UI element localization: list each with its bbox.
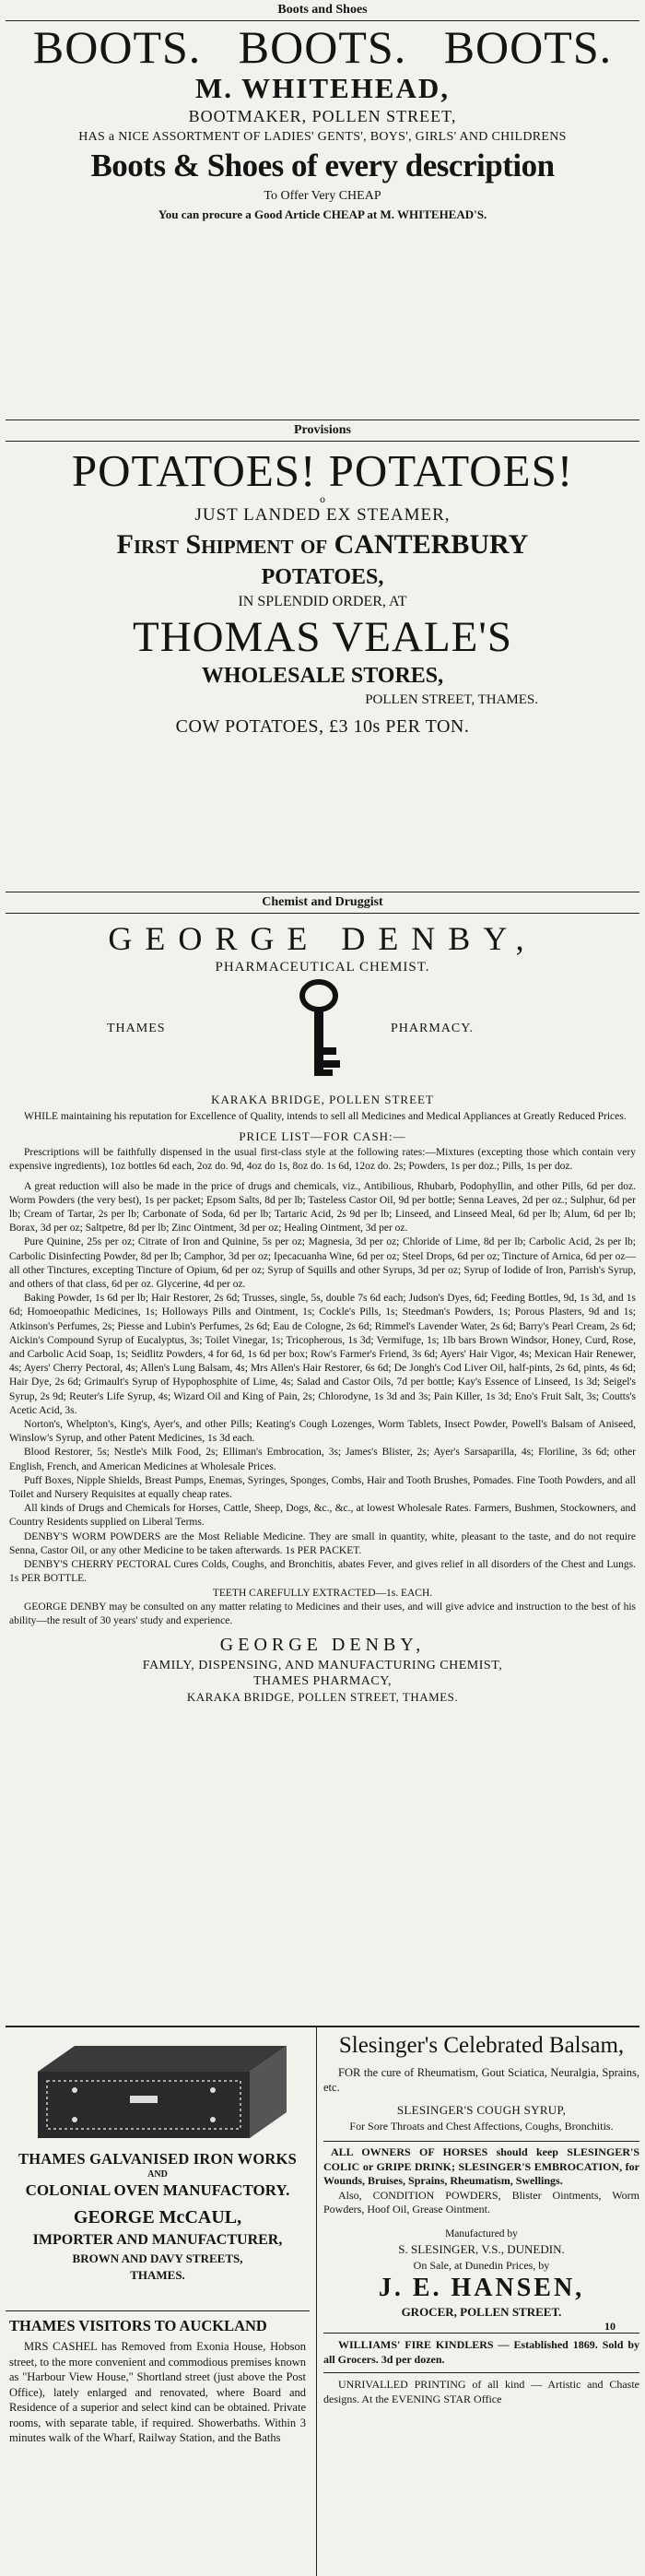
- iron-title: THAMES GALVANISED IRON WORKS: [18, 2150, 297, 2168]
- potatoes-cow: COW POTATOES, £3 10s PER TON.: [175, 716, 470, 737]
- key-icon: [291, 979, 346, 1081]
- price-para: DENBY'S WORM POWDERS are the Most Reliable Medicine. They are small in quantity, white, pleasant to the taste, and do not require Senna, Castor Oil, or any other Medicine to be taken afterwards. 1s PER PACKET.: [9, 1530, 636, 1556]
- chemist-teeth: TEETH CAREFULLY EXTRACTED—1s. EACH.: [212, 1587, 433, 1599]
- price-para: Norton's, Whelpton's, King's, Ayer's, and other Pills; Keating's Cough Lozenges, Worm Tablets, Insect Powder, Powell's Balsam of Aniseed, Winslow's Syrup, and other Patent Medicines, 1s 3d each.: [9, 1419, 636, 1445]
- potatoes-stores: WHOLESALE STORES,: [201, 664, 444, 688]
- price-para: A great reduction will also be made in the price of drugs and chemicals, viz., Antibilious, Rhubarb, Podophyllin, and other Pills, 6d per doz. Worm Powders (the very best), 1s per packet; Epsom Salts, 8d per lb; Tasteless Castor Oil, 9d per bottle; Senna Leaves, 2d per oz.; Sulphur, 6d per lb; Cream of Tartar, 2s per lb; Carbonate of Soda, 6d per lb; Tartaric Acid, 2s 9d per lb; Linseed, and Linseed Meal, 6d per lb; Alum, 6d per lb; Borax, 3d per oz; Saltpetre, 8d per lb; Zinc Ointment, 3d per oz; Healing Ointment, 3d per oz.: [9, 1180, 636, 1235]
- slesinger-horses: ALL OWNERS OF HORSES should keep SLESINGER'S COLIC or GRIPE DRINK; SLESINGER'S EMBROCATION, for Wounds, Bruises, Sprains, Rheumatism, Swellings.: [323, 2145, 639, 2187]
- printing-rule: [323, 2372, 639, 2373]
- left-col-rule: [6, 2310, 310, 2311]
- chemist-price-head: PRICE LIST—FOR CASH:—: [239, 1129, 406, 1144]
- section-header-provisions: Provisions: [6, 419, 639, 442]
- slesinger-syrup-for: For Sore Throats and Chest Affections, Coughs, Bronchitis.: [349, 2120, 614, 2133]
- section-header-chemist: Chemist and Druggist: [6, 892, 639, 914]
- iron-colonial: COLONIAL OVEN MANUFACTORY.: [25, 2181, 290, 2199]
- slesinger-rule: [323, 2141, 639, 2142]
- slesinger-advert: [323, 2031, 639, 2406]
- chemist-title: PHARMACEUTICAL CHEMIST.: [215, 960, 430, 975]
- slesinger-hansen: J. E. HANSEN,: [378, 2273, 585, 2302]
- chemist-sig-name: GEORGE DENBY,: [219, 1634, 426, 1655]
- chemist-pharmacy-label: PHARMACY.: [391, 1022, 475, 1035]
- newspaper-page: [6, 0, 639, 2576]
- visitors-title: THAMES VISITORS TO AUCKLAND: [9, 2317, 267, 2334]
- boots-intro: HAS a NICE ASSORTMENT OF LADIES' GENTS', BOYS', GIRLS' AND CHILDRENS: [78, 130, 567, 144]
- iron-works-advert: [6, 2033, 310, 2284]
- chemist-consult: GEORGE DENBY may be consulted on any matter relating to Medicines and their uses, and will give advice and instruction to the best of his ability—the result of 30 years' study and experience.: [9, 1601, 636, 1626]
- slesinger-grocer: GROCER, POLLEN STREET.: [401, 2304, 562, 2319]
- chemist-thames-label: THAMES: [107, 1022, 166, 1035]
- slesinger-cure: FOR the cure of Rheumatism, Gout Sciatica, Neuralgia, Sprains, etc.: [323, 2066, 639, 2094]
- price-para: Blood Restorer, 5s; Nestle's Milk Food, 2s; Elliman's Embrocation, 3s; James's Blister, 2s; Ayer's Sarsaparilla, 4s; Floriline, 3s 6d; other English, French, and American Medicines at Wholesale Prices.: [9, 1447, 636, 1472]
- printing-advert: UNRIVALLED PRINTING of all kind — Artistic and Chaste designs. At the EVENING STAR Office: [323, 2377, 639, 2405]
- boots-trade: BOOTMAKER, POLLEN STREET,: [188, 107, 457, 125]
- chemist-sig-addr: KARAKA BRIDGE, POLLEN STREET, THAMES.: [186, 1689, 459, 1704]
- potatoes-merchant: THOMAS VEALE'S: [133, 613, 512, 661]
- slesinger-syrup: SLESINGER'S COUGH SYRUP,: [396, 2103, 567, 2117]
- price-para: Puff Boxes, Nipple Shields, Breast Pumps, Enemas, Syringes, Sponges, Combs, Hair and Tooth Brushes, Pomades. Fine Tooth Powders, and all Toilet and Nursery Requisites at equally cheap rates.: [9, 1474, 636, 1501]
- chemist-sig-pharmacy: THAMES PHARMACY,: [252, 1673, 393, 1688]
- potatoes-shipment: First Shipment of CANTERBURY: [116, 529, 529, 560]
- chemist-bridge: KARAKA BRIDGE, POLLEN STREET: [211, 1093, 434, 1106]
- potatoes-advert: [6, 444, 639, 739]
- section-header-boots: Boots and Shoes: [6, 0, 639, 21]
- price-para: Prescriptions will be faithfully dispensed in the usual first-class style at the following rates:—Mixtures (excepting those which contain very expensive ingredients), 1oz bottles 6d each, 2oz do. 9d, 4oz do 1s, 8oz do. 1s 6d, 12oz do. 2s; Powders, 1s per doz.; Pills, 1s per doz.: [9, 1147, 636, 1173]
- slesinger-mfd: Manufactured by: [445, 2227, 518, 2239]
- slesinger-maker: S. SLESINGER, V.S., DUNEDIN.: [398, 2241, 565, 2256]
- visitors-advert: [6, 2316, 310, 2446]
- slesinger-also: Also, CONDITION POWDERS, Blister Ointments, Worm Powders, Hoof Oil, Grease Ointment.: [323, 2188, 639, 2216]
- iron-role: IMPORTER AND MANUFACTURER,: [32, 2232, 283, 2248]
- slesinger-sale: On Sale, at Dunedin Prices, by: [413, 2258, 550, 2272]
- price-para: Baking Powder, 1s 6d per lb; Hair Restorer, 2s 6d; Trusses, single, 5s, double 7s 6d each; Judson's Dyes, 6d; Feeding Bottles, 9d, 1s 3d, and 1s 6d; Homoeopathic Medicines, 1s; Holloways Pills and Ointment, 1s; Cockle's Pills, 1s; Steedman's Powders, 1s; Porous Plasters, 9d and 1s; Atkinson's Perfumes, 2s; Piesse and Lubin's Perfumes, 2s 6d; Eau de Cologne, 2s 6d; Rimmel's Lavender Water, 2s 6d; Barry's Pearl Cream, 2s 6d; Aickin's Compound Syrup of Eucalyptus, 3s; Toilet Vinegar, 1s; Tricopherous, 1s 3d; Vermifuge, 1s; 1lb bars Brown Windsor, Honey, Curd, Rose, and Carbolic Acid Soap, 1s; Seidlitz Powders, 4 for 6d, 1s 6d per box; Row's Farmer's Friend, 3s 6d; Ayers' Hair Vigor, 4s; Mexican Hair Renewer, 4s; Ayers' Cherry Pectoral, 4s; Allen's Lung Balsam, 4s; Mrs Allen's Hair Restorer, 6s 6d; De Jongh's Cod Liver Oil, half-pints, 2s 6d, pints, 4s 6d; Hair Dye, 2s 6d; Grimault's Syrup of Hypophosphite of Lime, 4s; Salad and Castor Oils, 7d per bottle; Kay's Essence of Linseed, 1s 3d; Seigel's Syrup, 2s 9d; Reuter's Life Syrup, 4s; Wizard Oil and King of Pain, 2s; Chlorodyne, 1s 3d and 3s; Pain Killer, 1s 3d; Eno's Fruit Salt, 3s; Coutts's Acetic Acid, 3s.: [9, 1293, 636, 1416]
- oven-illustration: [19, 2035, 296, 2145]
- boots-advert: [6, 22, 639, 224]
- williams-rule: [323, 2333, 639, 2334]
- chemist-advert: [6, 918, 639, 1706]
- column-divider: [316, 2027, 317, 2576]
- chemist-name: GEORGE DENBY,: [108, 920, 537, 957]
- boots-note: You can procure a Good Article CHEAP at M. WHITEHEAD'S.: [158, 207, 487, 221]
- iron-and: AND: [147, 2169, 168, 2180]
- potatoes-banner: POTATOES! POTATOES!: [71, 445, 574, 496]
- slesinger-title: Slesinger's Celebrated Balsam,: [338, 2033, 625, 2058]
- potatoes-word: POTATOES,: [261, 565, 384, 589]
- slesinger-number: 10: [604, 2319, 616, 2333]
- potatoes-landed: JUST LANDED EX STEAMER,: [194, 505, 451, 525]
- potatoes-order: IN SPLENDID ORDER, AT: [238, 594, 407, 609]
- iron-streets: BROWN AND DAVY STREETS,: [72, 2251, 243, 2265]
- chemist-sig-line: FAMILY, DISPENSING, AND MANUFACTURING CHEMIST,: [142, 1658, 503, 1672]
- boots-headline: Boots & Shoes of every description: [90, 148, 555, 183]
- price-para: Pure Quinine, 25s per oz; Citrate of Iron and Quinine, 5s per oz; Magnesia, 3d per oz; Chloride of Lime, 8d per lb; Carbolic Acid, 2s per lb; Carbolic Disinfecting Powder, 8d per lb; Camphor, 3d per oz; Ipecacuanha Wine, 6d per oz; Steel Drops, 6d per oz; Tincture of Arnica, 6d per oz—all other Tinctures, excepting Tincture of Opium, 6d per oz; Syrup of Squills and other Syrups, 3d per oz; Syrup of Iodide of Iron, Parrish's Syrup, and others of that class, 6d per oz. Glycerine, 4d per oz.: [9, 1236, 636, 1291]
- chemist-price-list: [9, 1146, 636, 1628]
- boots-merchant-name: M. WHITEHEAD,: [194, 72, 451, 104]
- boots-banner: BOOTS. BOOTS. BOOTS.: [32, 21, 613, 73]
- price-para: DENBY'S CHERRY PECTORAL Cures Colds, Coughs, and Bronchitis, abates Fever, and gives relief in all disorders of the Chest and Lungs. 1s PER BOTTLE.: [9, 1559, 636, 1585]
- chemist-key-row: [6, 975, 639, 1084]
- visitors-body: MRS CASHEL has Removed from Exonia House, Hobson street, to the more convenient and commodious premises known as "Harbour View House," Shortland street (just above the Post Office), lately enlarged and renovated, where Board and Residence of a superior and select kind can be obtained. Private rooms, with separate table, if required. Showerbaths. Within 3 minutes walk of the Wharf, Railway Station, and the Baths: [9, 2340, 306, 2444]
- chemist-intro: WHILE maintaining his reputation for Excellence of Quality, intends to sell all Medicines and Medical Appliances at Greatly Reduced Prices.: [24, 1111, 627, 1122]
- bottom-rule: [6, 2026, 639, 2027]
- potatoes-dash: o: [319, 495, 326, 505]
- iron-name: GEORGE McCAUL,: [73, 2207, 242, 2227]
- williams-advert: WILLIAMS' FIRE KINDLERS — Established 1869. Sold by all Grocers. 3d per dozen.: [323, 2337, 639, 2366]
- iron-town: THAMES.: [130, 2268, 185, 2282]
- potatoes-address: POLLEN STREET, THAMES.: [365, 692, 538, 707]
- price-para: All kinds of Drugs and Chemicals for Horses, Cattle, Sheep, Dogs, &c., &c., at lowest Wholesale Rates. Farmers, Bushmen, Stockowners, and Country Residents supplied on Liberal Terms.: [9, 1503, 636, 1529]
- boots-offer: To Offer Very CHEAP: [264, 189, 381, 203]
